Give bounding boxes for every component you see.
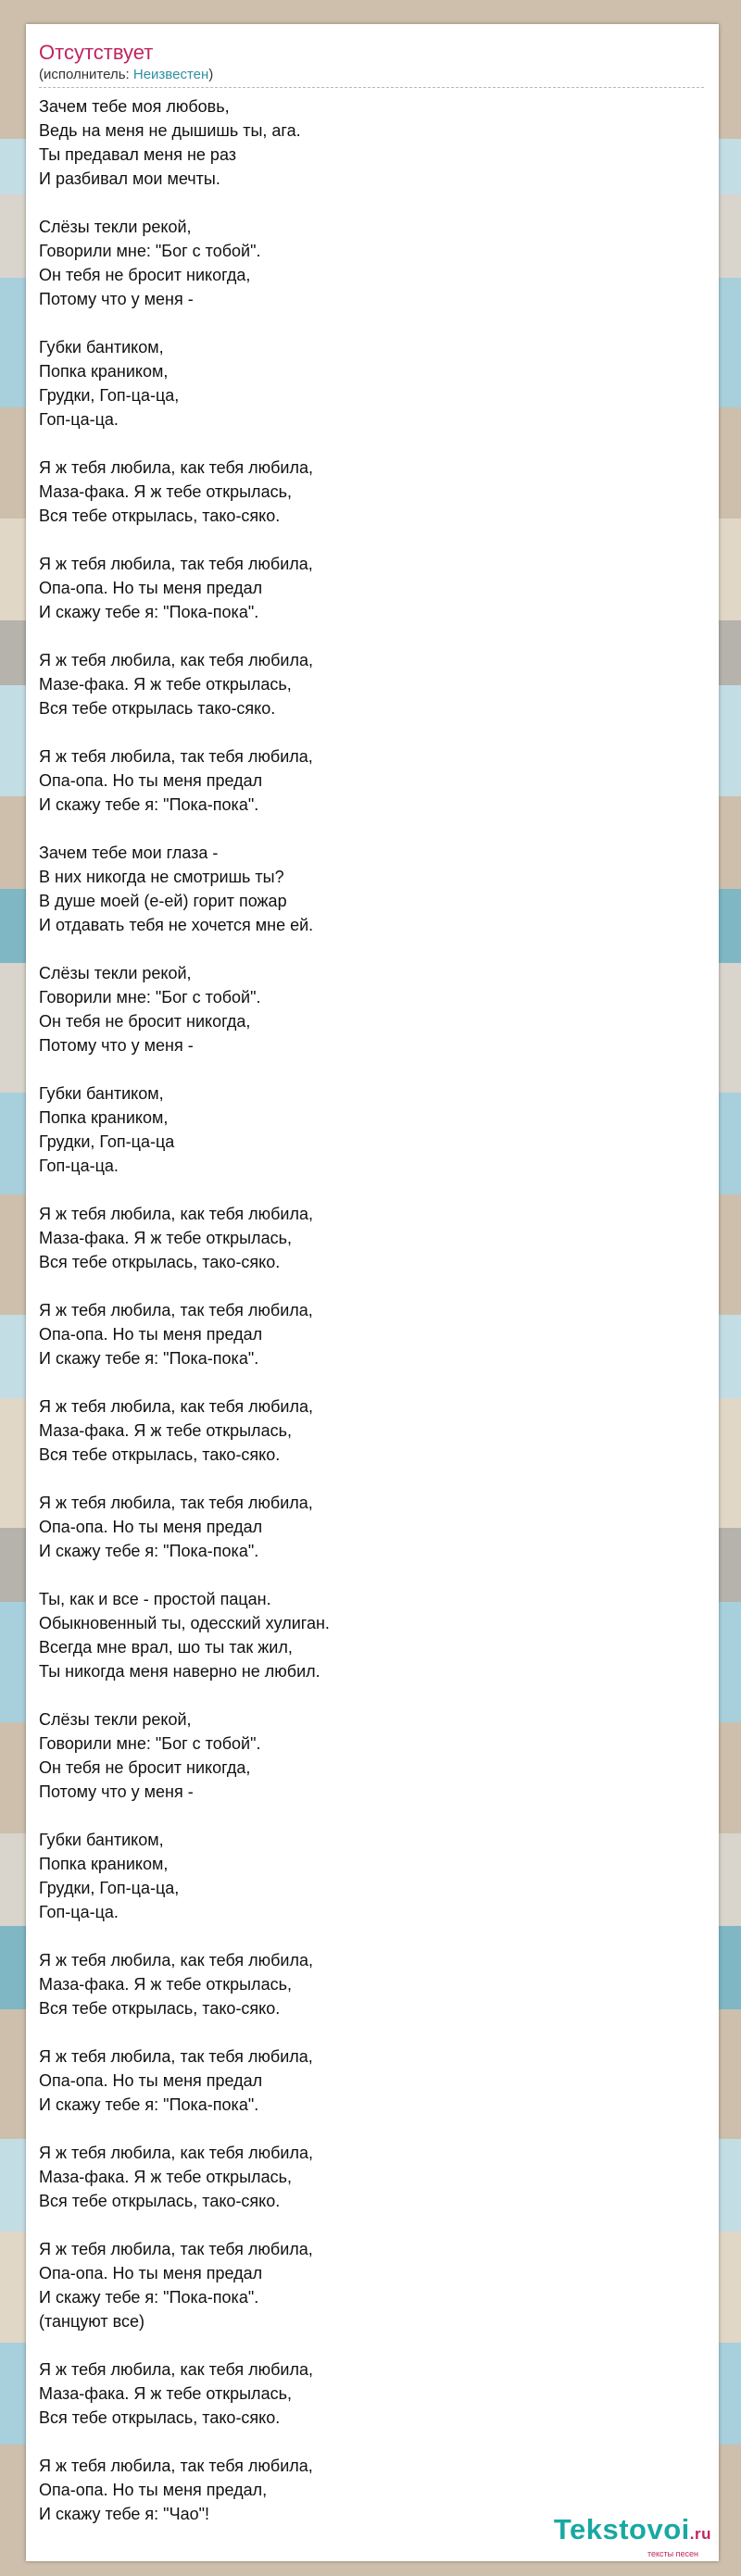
lyrics-stanza	[39, 1394, 687, 1467]
lyrics-line: Я ж тебя любила, как тебя любила,	[39, 1205, 313, 1223]
lyrics-line: Маза-фака. Я ж тебе открылась,	[39, 2384, 292, 2403]
lyrics-line: Попка краником,	[39, 1108, 169, 1127]
artist-suffix: )	[208, 67, 214, 82]
lyrics-line: Потому что у меня -	[39, 1782, 194, 1801]
lyrics-line: Вся тебе открылась, тако-сяко.	[39, 2408, 281, 2427]
lyrics-line: (танцуют все)	[39, 2312, 145, 2331]
lyrics-line: Зачем тебе моя любовь,	[39, 97, 230, 116]
lyrics-line: Ты никогда меня наверно не любил.	[39, 1662, 320, 1681]
lyrics-line: Я ж тебя любила, так тебя любила,	[39, 1494, 313, 1512]
lyrics-line: Потому что у меня -	[39, 290, 194, 308]
lyrics-stanza	[39, 1948, 687, 2020]
lyrics-line: Маза-фака. Я ж тебе открылась,	[39, 1975, 292, 1994]
lyrics-line: И скажу тебе я: "Пока-пока".	[39, 603, 259, 621]
lyrics-stanza	[39, 2237, 687, 2333]
artist-info	[39, 67, 213, 83]
logo-tld: .ru	[689, 2525, 711, 2543]
lyrics-line: Я ж тебя любила, как тебя любила,	[39, 458, 313, 477]
lyrics-line: Опа-опа. Но ты меня предал	[39, 1518, 263, 1536]
lyrics-line: Он тебя не бросит никогда,	[39, 1758, 251, 1777]
lyrics-line: Я ж тебя любила, как тебя любила,	[39, 2144, 313, 2162]
lyrics-line: И скажу тебе я: "Пока-пока".	[39, 795, 259, 814]
lyrics-line: Вся тебе открылась, тако-сяко.	[39, 2192, 281, 2210]
lyrics-line: Опа-опа. Но ты меня предал	[39, 579, 263, 597]
song-title: Отсутствует	[39, 41, 154, 64]
lyrics-line: Вся тебе открылась, тако-сяко.	[39, 1445, 281, 1464]
lyrics-line: Я ж тебя любила, как тебя любила,	[39, 1951, 313, 1970]
lyrics-line: Опа-опа. Но ты меня предал	[39, 1325, 263, 1344]
lyrics-stanza	[39, 215, 687, 311]
lyrics-line: Говорили мне: "Бог с тобой".	[39, 242, 261, 260]
lyrics-line: И отдавать тебя не хочется мне ей.	[39, 916, 314, 934]
lyrics-line: Он тебя не бросит никогда,	[39, 266, 251, 284]
lyrics-line: Слёзы текли рекой,	[39, 1710, 192, 1729]
lyrics-line: Грудки, Гоп-ца-ца,	[39, 386, 180, 405]
lyrics-line: Он тебя не бросит никогда,	[39, 1012, 251, 1031]
lyrics-stanza	[39, 744, 687, 817]
lyrics-stanza	[39, 2045, 687, 2117]
lyrics-line: Губки бантиком,	[39, 1084, 164, 1103]
lyrics-line: Губки бантиком,	[39, 1831, 164, 1849]
lyrics-line: Опа-опа. Но ты меня предал	[39, 2264, 263, 2282]
logo-wordmark	[526, 2515, 711, 2549]
lyrics-line: Ты предавал меня не раз	[39, 145, 237, 164]
lyrics-line: Я ж тебя любила, как тебя любила,	[39, 2360, 313, 2379]
logo-tagline: тексты песен	[647, 2549, 698, 2558]
lyrics-stanza	[39, 94, 687, 191]
lyrics-stanza	[39, 1298, 687, 1370]
lyrics-line: Я ж тебя любила, так тебя любила,	[39, 2047, 313, 2066]
lyrics-stanza	[39, 335, 687, 431]
lyrics-stanza	[39, 1082, 687, 1178]
lyrics-line: Я ж тебя любила, так тебя любила,	[39, 555, 313, 573]
lyrics-line: В душе моей (е-ей) горит пожар	[39, 892, 287, 910]
lyrics-stanza	[39, 2357, 687, 2430]
lyrics-line: Говорили мне: "Бог с тобой".	[39, 988, 261, 1007]
lyrics-line: Вся тебе открылась тако-сяко.	[39, 699, 276, 718]
lyrics-stanza	[39, 2141, 687, 2213]
lyrics-line: И скажу тебе я: "Пока-пока".	[39, 2288, 259, 2307]
lyrics-line: И скажу тебе я: "Пока-пока".	[39, 1542, 259, 1560]
lyrics-line: И скажу тебе я: "Пока-пока".	[39, 2095, 259, 2114]
lyrics-stanza	[39, 1491, 687, 1563]
lyrics-card	[26, 24, 719, 2561]
lyrics-line: Вся тебе открылась, тако-сяко.	[39, 1999, 281, 2018]
lyrics-line: Опа-опа. Но ты меня предал	[39, 771, 263, 790]
lyrics-line: Говорили мне: "Бог с тобой".	[39, 1734, 261, 1753]
lyrics-text	[39, 94, 687, 2550]
lyrics-line: Слёзы текли рекой,	[39, 964, 192, 982]
lyrics-line: Потому что у меня -	[39, 1036, 194, 1055]
lyrics-line: Я ж тебя любила, как тебя любила,	[39, 651, 313, 669]
lyrics-line: Вся тебе открылась, тако-сяко.	[39, 1253, 281, 1271]
lyrics-line: Ведь на меня не дышишь ты, ага.	[39, 121, 301, 140]
lyrics-line: Грудки, Гоп-ца-ца	[39, 1132, 175, 1151]
lyrics-line: Гоп-ца-ца.	[39, 410, 119, 429]
lyrics-line: Гоп-ца-ца.	[39, 1157, 119, 1175]
logo-main-text: Tekstovoi	[553, 2513, 690, 2545]
artist-prefix: (исполнитель:	[39, 67, 133, 82]
lyrics-line: Всегда мне врал, шо ты так жил,	[39, 1638, 293, 1657]
lyrics-line: Я ж тебя любила, как тебя любила,	[39, 1397, 313, 1416]
lyrics-stanza	[39, 1707, 687, 1804]
lyrics-stanza	[39, 1587, 687, 1683]
lyrics-stanza	[39, 456, 687, 528]
lyrics-line: Попка краником,	[39, 362, 169, 381]
lyrics-stanza	[39, 841, 687, 937]
lyrics-line: И скажу тебе я: "Пока-пока".	[39, 1349, 259, 1368]
lyrics-line: Губки бантиком,	[39, 338, 164, 356]
lyrics-line: Мазе-фака. Я ж тебе открылась,	[39, 675, 292, 694]
lyrics-line: Грудки, Гоп-ца-ца,	[39, 1879, 180, 1897]
site-logo[interactable]	[526, 2513, 711, 2558]
lyrics-line: Маза-фака. Я ж тебе открылась,	[39, 1229, 292, 1247]
lyrics-line: Маза-фака. Я ж тебе открылась,	[39, 482, 292, 501]
lyrics-stanza	[39, 1828, 687, 1924]
lyrics-stanza	[39, 648, 687, 720]
lyrics-line: Обыкновенный ты, одесский хулиган.	[39, 1614, 330, 1632]
lyrics-line: И скажу тебе я: "Чао"!	[39, 2505, 209, 2523]
lyrics-stanza	[39, 961, 687, 1057]
artist-link[interactable]: Неизвестен	[132, 67, 209, 82]
lyrics-stanza	[39, 552, 687, 624]
lyrics-line: Попка краником,	[39, 1855, 169, 1873]
lyrics-line: Маза-фака. Я ж тебе открылась,	[39, 1421, 292, 1440]
lyrics-line: Я ж тебя любила, так тебя любила,	[39, 747, 313, 766]
lyrics-line: В них никогда не смотришь ты?	[39, 868, 284, 886]
lyrics-line: Ты, как и все - простой пацан.	[39, 1590, 271, 1608]
lyrics-line: И разбивал мои мечты.	[39, 169, 220, 188]
lyrics-line: Я ж тебя любила, так тебя любила,	[39, 2457, 313, 2475]
lyrics-line: Опа-опа. Но ты меня предал	[39, 2071, 263, 2090]
lyrics-line: Опа-опа. Но ты меня предал,	[39, 2481, 268, 2499]
title-divider	[39, 87, 704, 88]
lyrics-line: Я ж тебя любила, так тебя любила,	[39, 2240, 313, 2258]
lyrics-line: Я ж тебя любила, так тебя любила,	[39, 1301, 313, 1319]
lyrics-line: Зачем тебе мои глаза -	[39, 844, 219, 862]
lyrics-line: Слёзы текли рекой,	[39, 218, 192, 236]
lyrics-line: Вся тебе открылась, тако-сяко.	[39, 506, 281, 525]
lyrics-line: Маза-фака. Я ж тебе открылась,	[39, 2168, 292, 2186]
lyrics-line: Гоп-ца-ца.	[39, 1903, 119, 1921]
lyrics-stanza	[39, 1202, 687, 1274]
